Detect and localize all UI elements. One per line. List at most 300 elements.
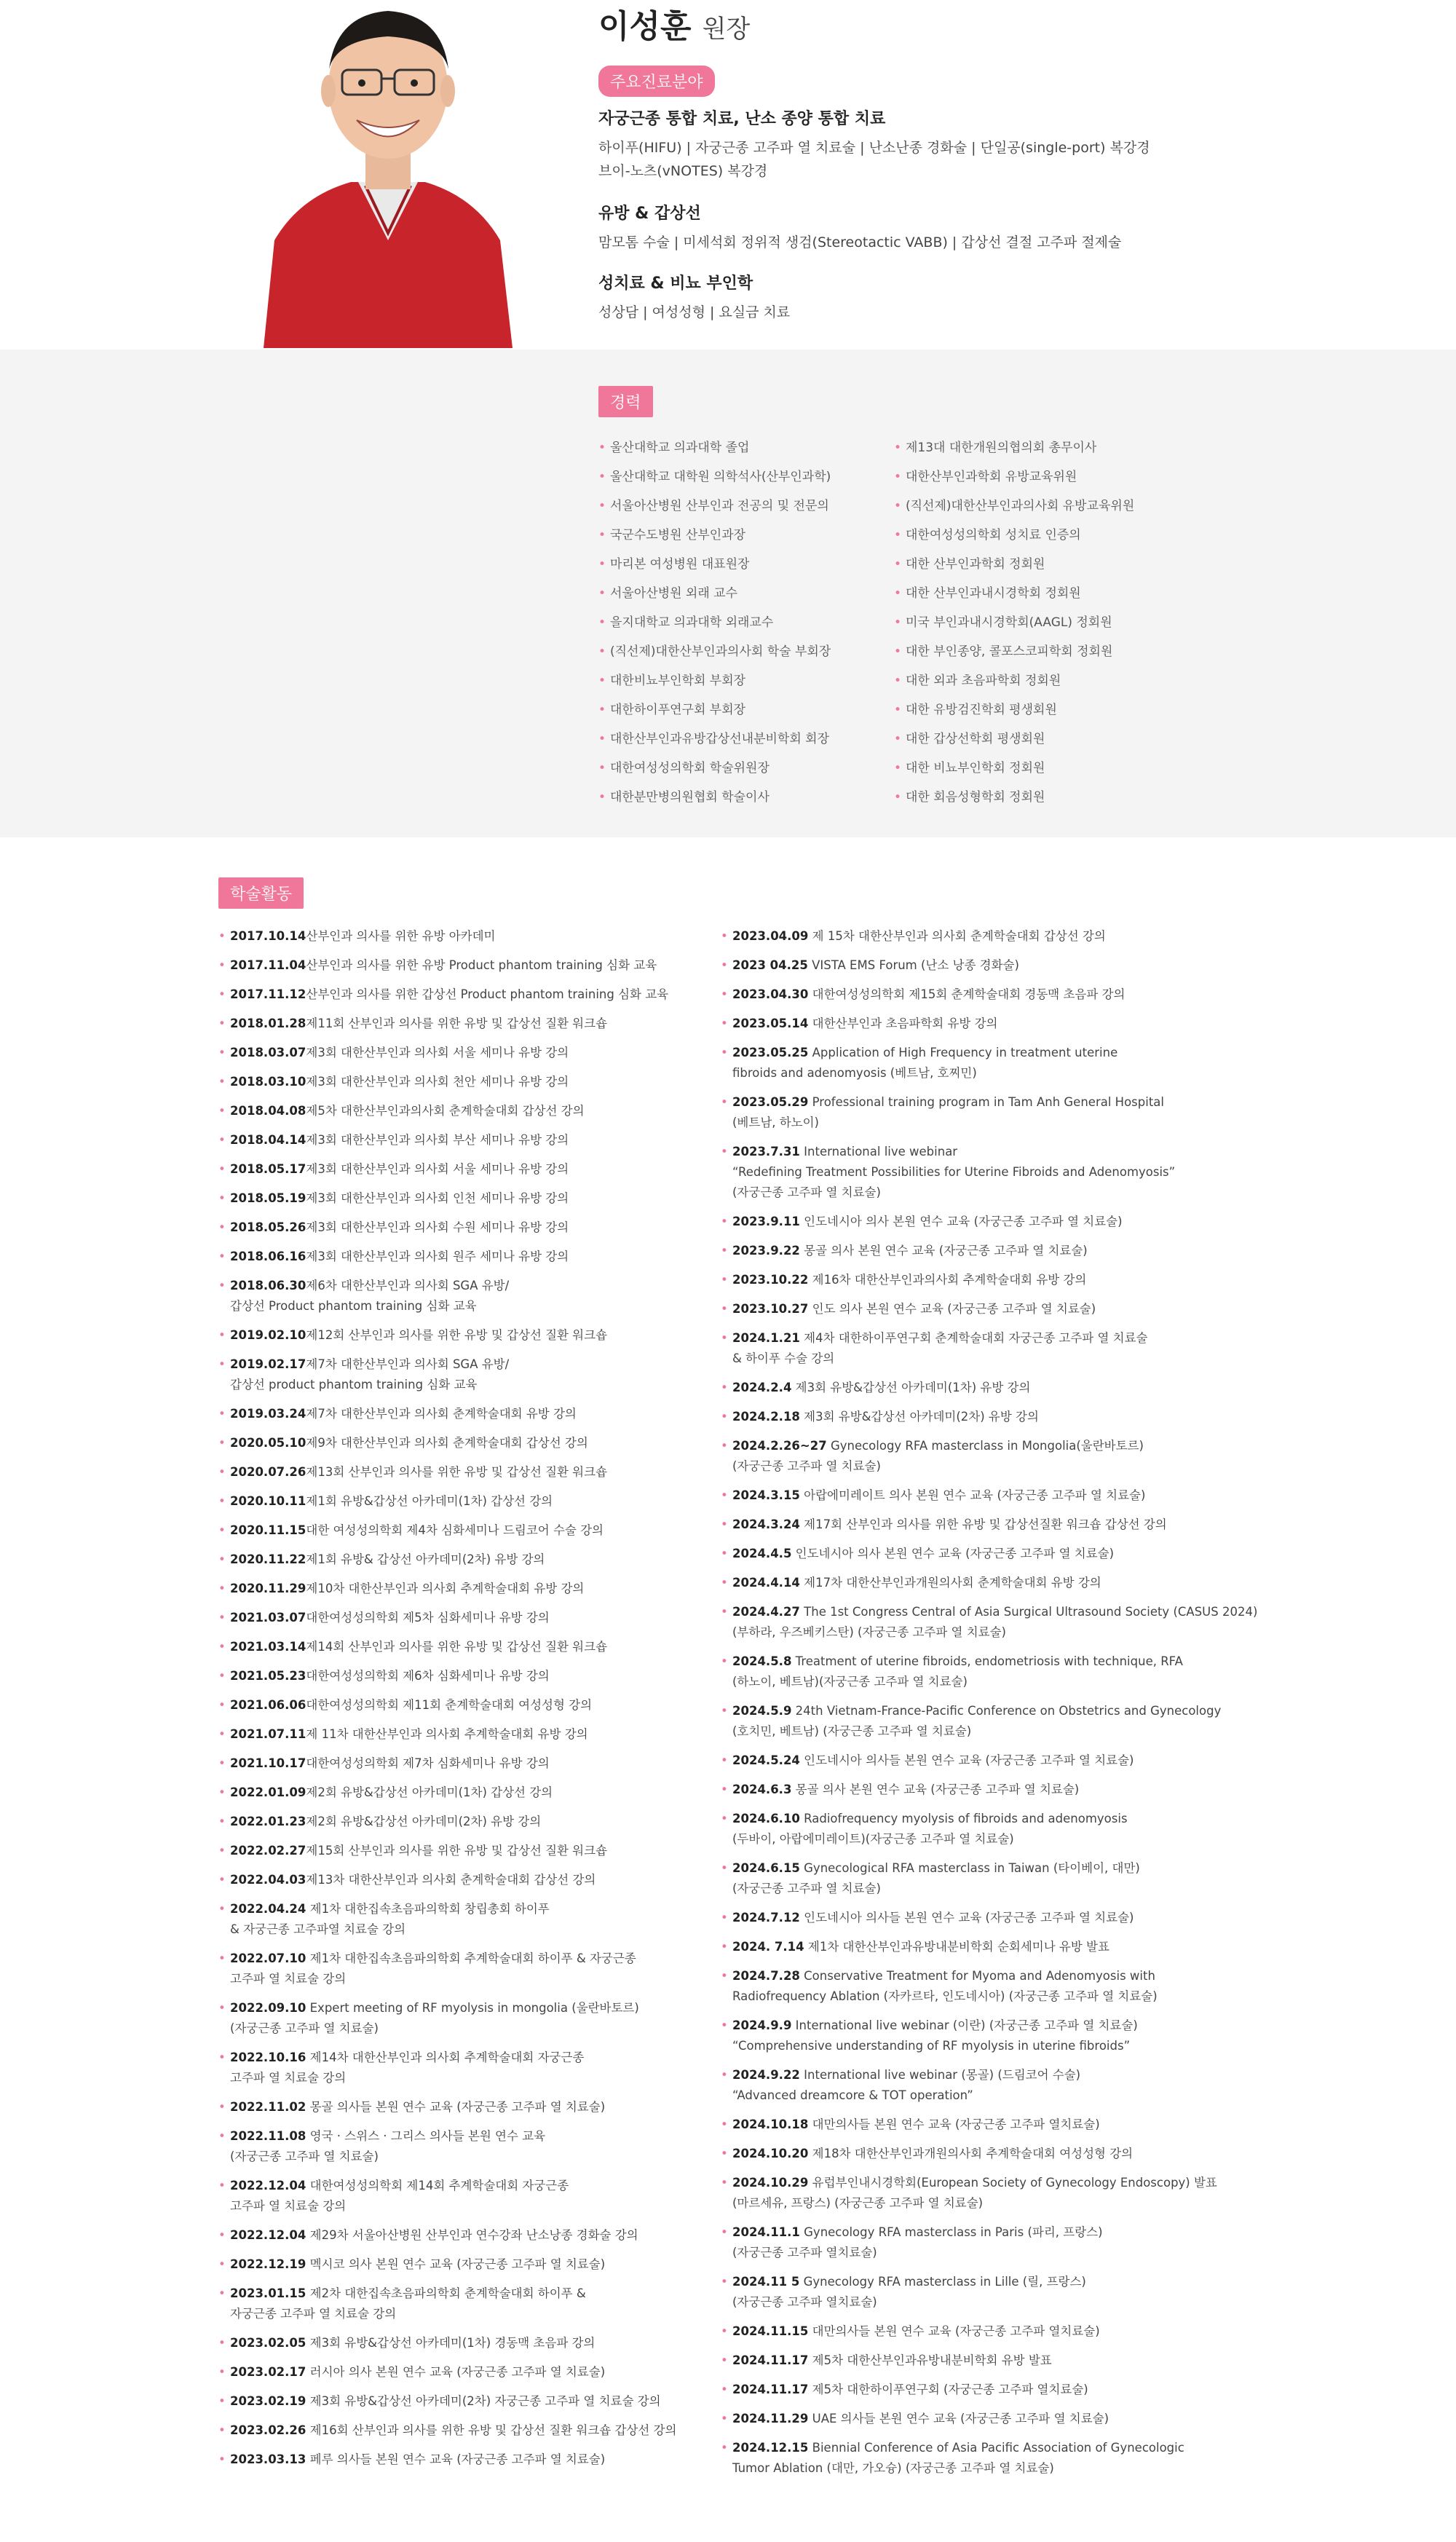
career-list-left <box>598 433 831 812</box>
academic-item <box>218 2176 713 2217</box>
academic-item <box>218 1637 713 1657</box>
academic-text: 인도 의사 본원 연수 교육 (자궁근종 고주파 열 치료술) <box>808 1302 1096 1316</box>
academic-list-left <box>218 926 713 2479</box>
academic-item <box>218 1812 713 1832</box>
academic-item <box>218 2225 713 2246</box>
academic-item <box>721 1328 1303 1369</box>
academic-date: 2023.10.22 <box>732 1273 809 1287</box>
academic-date: 2024.3.24 <box>732 1517 800 1531</box>
academic-item <box>721 1241 1303 1261</box>
academic-item <box>721 2272 1303 2313</box>
career-item: • 국군수도병원 산부인과장 <box>598 521 831 550</box>
academic-item <box>218 2450 713 2470</box>
academic-item <box>218 2254 713 2275</box>
academic-date: 2024.2.18 <box>732 1410 800 1424</box>
academic-item <box>721 2438 1303 2479</box>
academic-item <box>721 1544 1303 1564</box>
academic-date: 2024.10.18 <box>732 2117 809 2131</box>
academic-text: International live webinar (이란) (자궁근종 고주파 열 치료술) “Comprehensive understanding of RF myolysis in uterine fibroids” <box>732 2018 1138 2053</box>
academic-text: 제 11차 대한산부인과 의사회 추계학술대회 유방 강의 <box>306 1727 588 1741</box>
academic-item <box>218 1899 713 1940</box>
academic-item <box>721 2144 1303 2164</box>
academic-text: 제5차 대한산부인과유방내분비학회 유방 발표 <box>808 2353 1052 2367</box>
academic-text: 제13차 대한산부인과 의사회 춘계학술대회 갑상선 강의 <box>306 1873 596 1887</box>
specialty-heading: 성치료 & 비뇨 부인학 <box>598 275 753 293</box>
academic-date: 2024.11 5 <box>732 2275 800 2289</box>
academic-text: 제3회 대한산부인과 의사회 천안 세미나 유방 강의 <box>306 1075 569 1089</box>
academic-text: The 1st Congress Central of Asia Surgical Ultrasound Society (CASUS 2024) (부하라, 우즈베키스탄) (자궁근종 고주파 열 치료술) <box>732 1605 1258 1639</box>
academic-date: 2017.11.04 <box>230 958 306 972</box>
specialty-badge: 주요진료분야 <box>598 66 715 97</box>
academic-text: 대한산부인과 초음파학회 유방 강의 <box>808 1017 998 1030</box>
academic-text: 제2회 유방&갑상선 아카데미(1차) 갑상선 강의 <box>306 1785 553 1799</box>
academic-text: 아랍에미레이트 의사 본원 연수 교육 (자궁근종 고주파 열 치료술) <box>799 1488 1146 1502</box>
academic-text: 대만의사들 본원 연수 교육 (자궁근종 고주파 열치료술) <box>808 2117 1100 2131</box>
academic-item <box>218 1579 713 1599</box>
academic-date: 2022.04.03 <box>230 1873 306 1887</box>
academic-date: 2023.01.15 <box>230 2286 306 2300</box>
academic-date: 2023.02.05 <box>230 2336 306 2350</box>
academic-text: 제18차 대한산부인과개원의사회 추계학술대회 여성성형 강의 <box>808 2147 1133 2160</box>
academic-date: 2023.05.14 <box>732 1017 809 1030</box>
academic-item <box>218 1753 713 1774</box>
academic-text: 몽골 의사 본원 연수 교육 (자궁근종 고주파 열 치료술) <box>799 1244 1088 1258</box>
academic-text: Gynecology RFA masterclass in Mongolia(울란바토르) (자궁근종 고주파 열 치료술) <box>732 1439 1144 1473</box>
academic-date: 2024.3.15 <box>732 1488 800 1502</box>
academic-date: 2024.2.4 <box>732 1381 792 1394</box>
career-item: • 대한산부인과유방갑상선내분비학회 회장 <box>598 725 831 754</box>
academic-text: 제13회 산부인과 의사를 위한 유방 및 갑상선 질환 워크숍 <box>306 1465 608 1479</box>
academic-date: 2024.2.26~27 <box>732 1439 827 1453</box>
career-item: • 대한 갑상선학회 평생회원 <box>894 725 1134 754</box>
academic-item <box>721 1966 1303 2007</box>
academic-list-right <box>721 926 1303 2487</box>
academic-text: 대한여성성의학회 제15회 춘계학술대회 경동맥 초음파 강의 <box>808 987 1125 1001</box>
specialty-heading: 자궁근종 통합 치료, 난소 종양 통합 치료 <box>598 110 886 128</box>
academic-item <box>721 1750 1303 1771</box>
academic-text: 제7차 대한산부인과 의사회 SGA 유방/ 갑상선 product phantom training 심화 교육 <box>230 1357 510 1392</box>
academic-date: 2022.11.08 <box>230 2129 306 2143</box>
academic-item <box>218 1247 713 1267</box>
academic-text: Biennial Conference of Asia Pacific Association of Gynecologic Tumor Ablation (대만, 가오슝) (자궁근종 고주파 열 치료술) <box>732 2441 1184 2475</box>
academic-text: Gynecology RFA masterclass in Paris (파리, 프랑스) (자궁근종 고주파 열치료술) <box>732 2225 1103 2259</box>
academic-date: 2017.11.12 <box>230 987 306 1001</box>
academic-item <box>218 1841 713 1861</box>
academic-item <box>721 926 1303 947</box>
academic-date: 2022.02.27 <box>230 1844 306 1858</box>
academic-text: Treatment of uterine fibroids, endometriosis with technique, RFA (하노이, 베트남)(자궁근종 고주파 열 치료술) <box>732 1654 1183 1689</box>
academic-date: 2018.05.17 <box>230 1162 306 1176</box>
academic-item <box>721 2115 1303 2135</box>
academic-text: 인도네시아 의사들 본원 연수 교육 (자궁근종 고주파 열 치료술) <box>799 1753 1134 1767</box>
academic-text: 산부인과 의사를 위한 유방 Product phantom training 심화 교육 <box>306 958 657 972</box>
specialty-group-3 <box>598 271 1399 324</box>
academic-date: 2020.11.29 <box>230 1582 306 1595</box>
academic-date: 2020.10.11 <box>230 1494 306 1508</box>
academic-text: 대만의사들 본원 연수 교육 (자궁근종 고주파 열치료술) <box>808 2324 1100 2338</box>
academic-date: 2023.03.13 <box>230 2452 306 2466</box>
career-item: • (직선제)대한산부인과의사회 유방교육위원 <box>894 492 1134 521</box>
academic-text: 산부인과 의사를 위한 유방 아카데미 <box>306 929 496 943</box>
academic-date: 2018.04.14 <box>230 1133 306 1147</box>
academic-item <box>721 2380 1303 2400</box>
academic-text: UAE 의사들 본원 연수 교육 (자궁근종 고주파 열 치료술) <box>808 2412 1109 2425</box>
academic-item <box>721 955 1303 976</box>
academic-item <box>218 926 713 947</box>
academic-text: 제2차 대한집속초음파의학회 춘계학술대회 하이푸 & 자궁근종 고주파 열 치료술 강의 <box>230 2286 586 2321</box>
career-item: • 대한 외과 초음파학회 정회원 <box>894 666 1134 695</box>
academic-item <box>218 1159 713 1180</box>
academic-label: 학술활동 <box>218 877 304 909</box>
academic-item <box>218 1870 713 1890</box>
academic-date: 2020.07.26 <box>230 1465 306 1479</box>
academic-text: 인도네시아 의사 본원 연수 교육 (자궁근종 고주파 열 치료술) <box>799 1215 1123 1228</box>
academic-date: 2022.09.10 <box>230 2001 306 2015</box>
academic-item <box>218 1695 713 1716</box>
academic-date: 2023.05.25 <box>732 1046 809 1059</box>
academic-item <box>721 1602 1303 1643</box>
career-item: • 을지대학교 의과대학 외래교수 <box>598 608 831 637</box>
academic-date: 2022.12.19 <box>230 2257 306 2271</box>
academic-text: 제4차 대한하이푸연구회 춘계학술대회 자궁근종 고주파 열 치료술 & 하이푸 수술 강의 <box>732 1331 1148 1365</box>
academic-item <box>721 1937 1303 1957</box>
academic-text: 제1차 대한집속초음파의학회 창립총회 하이푸 & 자궁근종 고주파열 치료술 강의 <box>230 1902 550 1936</box>
academic-date: 2024.6.15 <box>732 1861 800 1875</box>
academic-text: 제3회 대한산부인과 의사회 수원 세미나 유방 강의 <box>306 1220 569 1234</box>
academic-text: 제3회 대한산부인과 의사회 인천 세미나 유방 강의 <box>306 1191 569 1205</box>
academic-text: 몽골 의사들 본원 연수 교육 (자궁근종 고주파 열 치료술) <box>306 2100 606 2114</box>
academic-text: Gynecology RFA masterclass in Lille (릴, 프랑스) (자궁근종 고주파 열치료술) <box>732 2275 1086 2309</box>
academic-item <box>721 2222 1303 2263</box>
academic-date: 2019.02.10 <box>230 1328 306 1342</box>
academic-date: 2019.02.17 <box>230 1357 306 1371</box>
career-item: • 마리본 여성병원 대표원장 <box>598 550 831 579</box>
academic-item <box>721 2016 1303 2056</box>
academic-text: Professional training program in Tam Anh General Hospital (베트남, 하노이) <box>732 1095 1164 1129</box>
doctor-name: 이성훈 <box>598 8 692 45</box>
career-item: • 미국 부인과내시경학회(AAGL) 정회원 <box>894 608 1134 637</box>
academic-item <box>721 2350 1303 2371</box>
academic-date: 2024.5.8 <box>732 1654 792 1668</box>
academic-item <box>218 1520 713 1541</box>
academic-item <box>721 2065 1303 2106</box>
academic-date: 2018.06.16 <box>230 1250 306 1263</box>
academic-date: 2024.5.9 <box>732 1704 792 1718</box>
academic-date: 2023.04.30 <box>732 987 809 1001</box>
academic-date: 2024. 7.14 <box>732 1940 804 1954</box>
academic-text: 제9차 대한산부인과 의사회 춘계학술대회 갑상선 강의 <box>306 1436 588 1450</box>
academic-text: 제1차 대한집속초음파의학회 추계학술대회 하이푸 & 자궁근종 고주파 열 치료술 강의 <box>230 1951 636 1986</box>
academic-item <box>721 1651 1303 1692</box>
academic-text: 대한여성성의학회 제6차 심화세미나 유방 강의 <box>306 1669 550 1683</box>
academic-text: 제10차 대한산부인과 의사회 추계학술대회 유방 강의 <box>306 1582 585 1595</box>
academic-item <box>218 1404 713 1424</box>
career-item: • 대한 유방검진학회 평생회원 <box>894 695 1134 725</box>
academic-text: 제17차 대한산부인과개원의사회 춘계학술대회 유방 강의 <box>799 1576 1101 1590</box>
academic-text: 제3회 대한산부인과 의사회 원주 세미나 유방 강의 <box>306 1250 569 1263</box>
academic-item <box>721 1701 1303 1742</box>
academic-item <box>218 1354 713 1395</box>
academic-text: 제11회 산부인과 의사를 위한 유방 및 갑상선 질환 워크숍 <box>306 1017 608 1030</box>
academic-item <box>218 984 713 1005</box>
academic-date: 2024.4.5 <box>732 1547 792 1560</box>
academic-item <box>721 1485 1303 1506</box>
career-list-right <box>894 433 1134 812</box>
academic-item <box>218 1783 713 1803</box>
academic-item <box>218 1608 713 1628</box>
academic-item <box>721 2409 1303 2429</box>
academic-item <box>721 1270 1303 1290</box>
academic-text: 제1회 유방&갑상선 아카데미(1차) 갑상선 강의 <box>306 1494 553 1508</box>
academic-text: Gynecological RFA masterclass in Taiwan (타이베이, 대만) (자궁근종 고주파 열 치료술) <box>732 1861 1140 1895</box>
academic-item <box>218 1072 713 1092</box>
academic-text: 제3회 유방&갑상선 아카데미(2차) 자궁근종 고주파 열 치료술 강의 <box>306 2394 661 2408</box>
academic-text: Expert meeting of RF myolysis in mongolia (울란바토르) (자궁근종 고주파 열 치료술) <box>230 2001 639 2035</box>
academic-item <box>721 1780 1303 1800</box>
academic-item <box>721 1299 1303 1319</box>
academic-text: 페루 의사들 본원 연수 교육 (자궁근종 고주파 열 치료술) <box>306 2452 606 2466</box>
specialty-text: 맘모톰 수술 | 미세석회 정위적 생검(Stereotactic VABB) | 갑상선 결절 고주파 절제술 <box>598 234 1122 250</box>
academic-date: 2022.10.16 <box>230 2050 306 2064</box>
academic-item <box>721 1212 1303 1232</box>
academic-date: 2023.02.19 <box>230 2394 306 2408</box>
academic-date: 2022.07.10 <box>230 1951 306 1965</box>
academic-item <box>721 1858 1303 1899</box>
academic-date: 2024.11.29 <box>732 2412 809 2425</box>
academic-item <box>721 2321 1303 2342</box>
academic-date: 2018.04.08 <box>230 1104 306 1118</box>
academic-item <box>721 2173 1303 2214</box>
academic-text: 제6차 대한산부인과 의사회 SGA 유방/ 갑상선 Product phantom training 심화 교육 <box>230 1279 510 1313</box>
academic-date: 2018.03.07 <box>230 1046 306 1059</box>
academic-text: 제2회 유방&갑상선 아카데미(2차) 유방 강의 <box>306 1815 542 1828</box>
academic-item <box>721 1092 1303 1133</box>
academic-item <box>218 2420 713 2441</box>
academic-item <box>218 1043 713 1063</box>
academic-item <box>218 955 713 976</box>
specialty-heading: 유방 & 갑상선 <box>598 205 701 223</box>
academic-item <box>721 1809 1303 1850</box>
academic-text: 제3회 유방&갑상선 아카데미(1차) 유방 강의 <box>791 1381 1031 1394</box>
academic-date: 2021.10.17 <box>230 1756 306 1770</box>
academic-date: 2022.11.02 <box>230 2100 306 2114</box>
academic-text: 제14회 산부인과 의사를 위한 유방 및 갑상선 질환 워크숍 <box>306 1640 608 1654</box>
academic-date: 2024.7.12 <box>732 1911 800 1925</box>
academic-item <box>218 1724 713 1745</box>
career-item: • 대한 산부인과내시경학회 정회원 <box>894 579 1134 608</box>
career-label: 경력 <box>598 386 653 417</box>
academic-item <box>218 2391 713 2412</box>
academic-text: 대한여성성의학회 제5차 심화세미나 유방 강의 <box>306 1611 550 1625</box>
career-section <box>0 350 1456 837</box>
academic-text: 제5차 대한하이푸연구회 (자궁근종 고주파 열치료술) <box>808 2383 1088 2396</box>
academic-text: 러시아 의사 본원 연수 교육 (자궁근종 고주파 열 치료술) <box>306 2365 606 2379</box>
academic-item <box>218 1491 713 1512</box>
academic-item <box>218 2097 713 2117</box>
academic-date: 2024.7.28 <box>732 1969 800 1983</box>
academic-date: 2018.03.10 <box>230 1075 306 1089</box>
academic-date: 2021.03.14 <box>230 1640 306 1654</box>
academic-text: 제7차 대한산부인과 의사회 춘계학술대회 유방 강의 <box>306 1407 577 1421</box>
career-item: • 대한 부인종양, 콜포스코피학회 정회원 <box>894 637 1134 666</box>
academic-date: 2024.10.29 <box>732 2176 809 2190</box>
academic-text: 제1차 대한산부인과유방내분비학회 순회세미나 유방 발표 <box>804 1940 1109 1954</box>
academic-date: 2024.9.9 <box>732 2018 792 2032</box>
academic-item <box>218 1433 713 1453</box>
academic-date: 2020.11.22 <box>230 1552 306 1566</box>
academic-date: 2018.05.19 <box>230 1191 306 1205</box>
academic-date: 2018.05.26 <box>230 1220 306 1234</box>
career-item: • 대한 비뇨부인학회 정회원 <box>894 754 1134 783</box>
academic-text: 제17회 산부인과 의사를 위한 유방 및 갑상선질환 워크숍 갑상선 강의 <box>799 1517 1167 1531</box>
academic-date: 2024.11.17 <box>732 2353 809 2367</box>
academic-item <box>218 2126 713 2167</box>
academic-date: 2023.9.22 <box>732 1244 800 1258</box>
academic-text: 24th Vietnam-France-Pacific Conference on Obstetrics and Gynecology (호치민, 베트남) (자궁근종 고주파 열 치료술) <box>732 1704 1222 1738</box>
career-item: • 서울아산병원 산부인과 전공의 및 전문의 <box>598 492 831 521</box>
academic-text: 대한여성성의학회 제14회 추계학술대회 자궁근종 고주파 열 치료술 강의 <box>230 2179 569 2213</box>
academic-text: Conservative Treatment for Myoma and Adenomyosis with Radiofrequency Ablation (자카르타, 인도네시아) (자궁근종 고주파 열 치료술) <box>732 1969 1158 2003</box>
academic-text: 제16회 산부인과 의사를 위한 유방 및 갑상선 질환 워크숍 갑상선 강의 <box>306 2423 677 2437</box>
academic-item <box>218 1550 713 1570</box>
academic-item <box>218 1998 713 2039</box>
specialty-group-2 <box>598 201 1399 254</box>
academic-item <box>721 1142 1303 1203</box>
academic-text: 제5차 대한산부인과의사회 춘계학술대회 갑상선 강의 <box>306 1104 585 1118</box>
academic-date: 2023.02.17 <box>230 2365 306 2379</box>
academic-date: 2022.04.24 <box>230 1902 306 1916</box>
academic-date: 2024.4.14 <box>732 1576 800 1590</box>
academic-text: VISTA EMS Forum (난소 낭종 경화술) <box>807 958 1019 972</box>
academic-item <box>721 1436 1303 1477</box>
academic-date: 2023 04.25 <box>732 958 808 972</box>
academic-text: 제3회 대한산부인과 의사회 부산 세미나 유방 강의 <box>306 1133 569 1147</box>
academic-item <box>721 1043 1303 1083</box>
academic-date: 2022.01.23 <box>230 1815 306 1828</box>
academic-item <box>721 1573 1303 1593</box>
career-item: • 울산대학교 의과대학 졸업 <box>598 433 831 462</box>
academic-date: 2022.12.04 <box>230 2179 306 2192</box>
academic-item <box>218 2284 713 2324</box>
academic-text: Radiofrequency myolysis of fibroids and adenomyosis (두바이, 아랍에미레이트)(자궁근종 고주파 열 치료술) <box>732 1812 1128 1846</box>
academic-text: International live webinar (몽골) (드림코어 수술) “Advanced dreamcore & TOT operation” <box>732 2068 1081 2102</box>
academic-date: 2021.06.06 <box>230 1698 306 1712</box>
career-item: • 대한여성성의학회 성치료 인증의 <box>894 521 1134 550</box>
career-item: • 대한 회음성형학회 정회원 <box>894 783 1134 812</box>
career-item: • 제13대 대한개원의협의회 총무이사 <box>894 433 1134 462</box>
career-item: • 대한분만병의원협회 학술이사 <box>598 783 831 812</box>
career-item: • 대한여성성의학회 학술위원장 <box>598 754 831 783</box>
career-item: • (직선제)대한산부인과의사회 학술 부회장 <box>598 637 831 666</box>
academic-item <box>218 1188 713 1209</box>
academic-date: 2024.1.21 <box>732 1331 800 1345</box>
academic-text: 영국 · 스위스 · 그리스 의사들 본원 연수 교육 (자궁근종 고주파 열 치료술) <box>230 2129 546 2163</box>
academic-item <box>721 1378 1303 1398</box>
specialty-text: 하이푸(HIFU) | 자궁근종 고주파 열 치료술 | 난소난종 경화술 | 단일공(single-port) 복강경 브이-노츠(vNOTES) 복강경 <box>598 140 1150 179</box>
academic-item <box>721 1515 1303 1535</box>
academic-text: Application of High Frequency in treatment uterine fibroids and adenomyosis (베트남, 호찌민) <box>732 1046 1118 1080</box>
academic-text: 제14차 대한산부인과 의사회 추계학술대회 자궁근종 고주파 열 치료술 강의 <box>230 2050 585 2085</box>
academic-text: 제3회 유방&갑상선 아카데미(2차) 유방 강의 <box>799 1410 1039 1424</box>
academic-date: 2017.10.14 <box>230 929 306 943</box>
academic-date: 2022.12.04 <box>230 2228 306 2242</box>
career-item: • 대한비뇨부인학회 부회장 <box>598 666 831 695</box>
academic-text: 멕시코 의사 본원 연수 교육 (자궁근종 고주파 열 치료술) <box>306 2257 606 2271</box>
academic-item <box>218 1462 713 1483</box>
profile-section <box>0 0 1456 350</box>
academic-item <box>218 2362 713 2383</box>
academic-date: 2019.03.24 <box>230 1407 306 1421</box>
academic-item <box>218 1130 713 1150</box>
academic-date: 2024.12.15 <box>732 2441 809 2455</box>
specialty-group-1 <box>598 106 1399 183</box>
academic-text: 인도네시아 의사 본원 연수 교육 (자궁근종 고주파 열 치료술) <box>791 1547 1115 1560</box>
academic-item <box>721 1014 1303 1034</box>
academic-item <box>218 1101 713 1121</box>
academic-date: 2018.06.30 <box>230 1279 306 1292</box>
academic-date: 2023.10.27 <box>732 1302 809 1316</box>
academic-item <box>218 1276 713 1317</box>
academic-date: 2018.01.28 <box>230 1017 306 1030</box>
academic-text: International live webinar “Redefining Treatment Possibilities for Uterine Fibroids and Adenomyosis” (자궁근종 고주파 열 치료술) <box>732 1145 1176 1199</box>
academic-text: 제 15차 대한산부인과 의사회 춘계학술대회 갑상선 강의 <box>808 929 1106 943</box>
academic-date: 2023.9.11 <box>732 1215 800 1228</box>
academic-date: 2024.6.10 <box>732 1812 800 1825</box>
academic-item <box>721 1407 1303 1427</box>
academic-date: 2024.11.17 <box>732 2383 809 2396</box>
academic-date: 2024.9.22 <box>732 2068 800 2082</box>
academic-date: 2024.4.27 <box>732 1605 800 1619</box>
career-item: • 대한산부인과학회 유방교육위원 <box>894 462 1134 492</box>
doctor-photo <box>256 0 520 348</box>
career-item: • 대한하이푸연구회 부회장 <box>598 695 831 725</box>
academic-text: 제12회 산부인과 의사를 위한 유방 및 갑상선 질환 워크숍 <box>306 1328 608 1342</box>
academic-date: 2020.11.15 <box>230 1523 306 1537</box>
academic-date: 2023.02.26 <box>230 2423 306 2437</box>
academic-date: 2020.05.10 <box>230 1436 306 1450</box>
academic-item <box>218 1217 713 1238</box>
academic-item <box>218 2333 713 2353</box>
academic-date: 2024.11.15 <box>732 2324 809 2338</box>
academic-date: 2021.07.11 <box>230 1727 306 1741</box>
academic-date: 2022.01.09 <box>230 1785 306 1799</box>
academic-text: 대한 여성성의학회 제4차 심화세미나 드림코어 수술 강의 <box>306 1523 604 1537</box>
academic-date: 2024.6.3 <box>732 1783 792 1796</box>
academic-date: 2023.05.29 <box>732 1095 809 1109</box>
specialty-text: 성상담 | 여성성형 | 요실금 치료 <box>598 304 791 320</box>
academic-item <box>218 2048 713 2088</box>
academic-date: 2024.11.1 <box>732 2225 800 2239</box>
academic-text: 몽골 의사 본원 연수 교육 (자궁근종 고주파 열 치료술) <box>791 1783 1080 1796</box>
academic-item <box>218 1325 713 1346</box>
career-item: • 대한 산부인과학회 정회원 <box>894 550 1134 579</box>
doctor-heading <box>598 0 750 47</box>
academic-item <box>218 1014 713 1034</box>
academic-date: 2021.03.07 <box>230 1611 306 1625</box>
academic-text: 제3회 대한산부인과 의사회 서울 세미나 유방 강의 <box>306 1162 569 1176</box>
academic-text: 제3회 유방&갑상선 아카데미(1차) 경동맥 초음파 강의 <box>306 2336 596 2350</box>
academic-text: 인도네시아 의사들 본원 연수 교육 (자궁근종 고주파 열 치료술) <box>799 1911 1134 1925</box>
academic-item <box>218 1666 713 1686</box>
academic-text: 대한여성성의학회 제7차 심화세미나 유방 강의 <box>306 1756 550 1770</box>
academic-date: 2021.05.23 <box>230 1669 306 1683</box>
academic-text: 제1회 유방& 갑상선 아카데미(2차) 유방 강의 <box>306 1552 545 1566</box>
academic-date: 2024.10.20 <box>732 2147 809 2160</box>
academic-date: 2024.5.24 <box>732 1753 800 1767</box>
academic-text: 유럽부인내시경학회(European Society of Gynecology Endoscopy) 발표 (마르세유, 프랑스) (자궁근종 고주파 열 치료술) <box>732 2176 1217 2210</box>
career-item: • 서울아산병원 외래 교수 <box>598 579 831 608</box>
academic-text: 제29차 서울아산병원 산부인과 연수강좌 난소낭종 경화술 강의 <box>306 2228 638 2242</box>
